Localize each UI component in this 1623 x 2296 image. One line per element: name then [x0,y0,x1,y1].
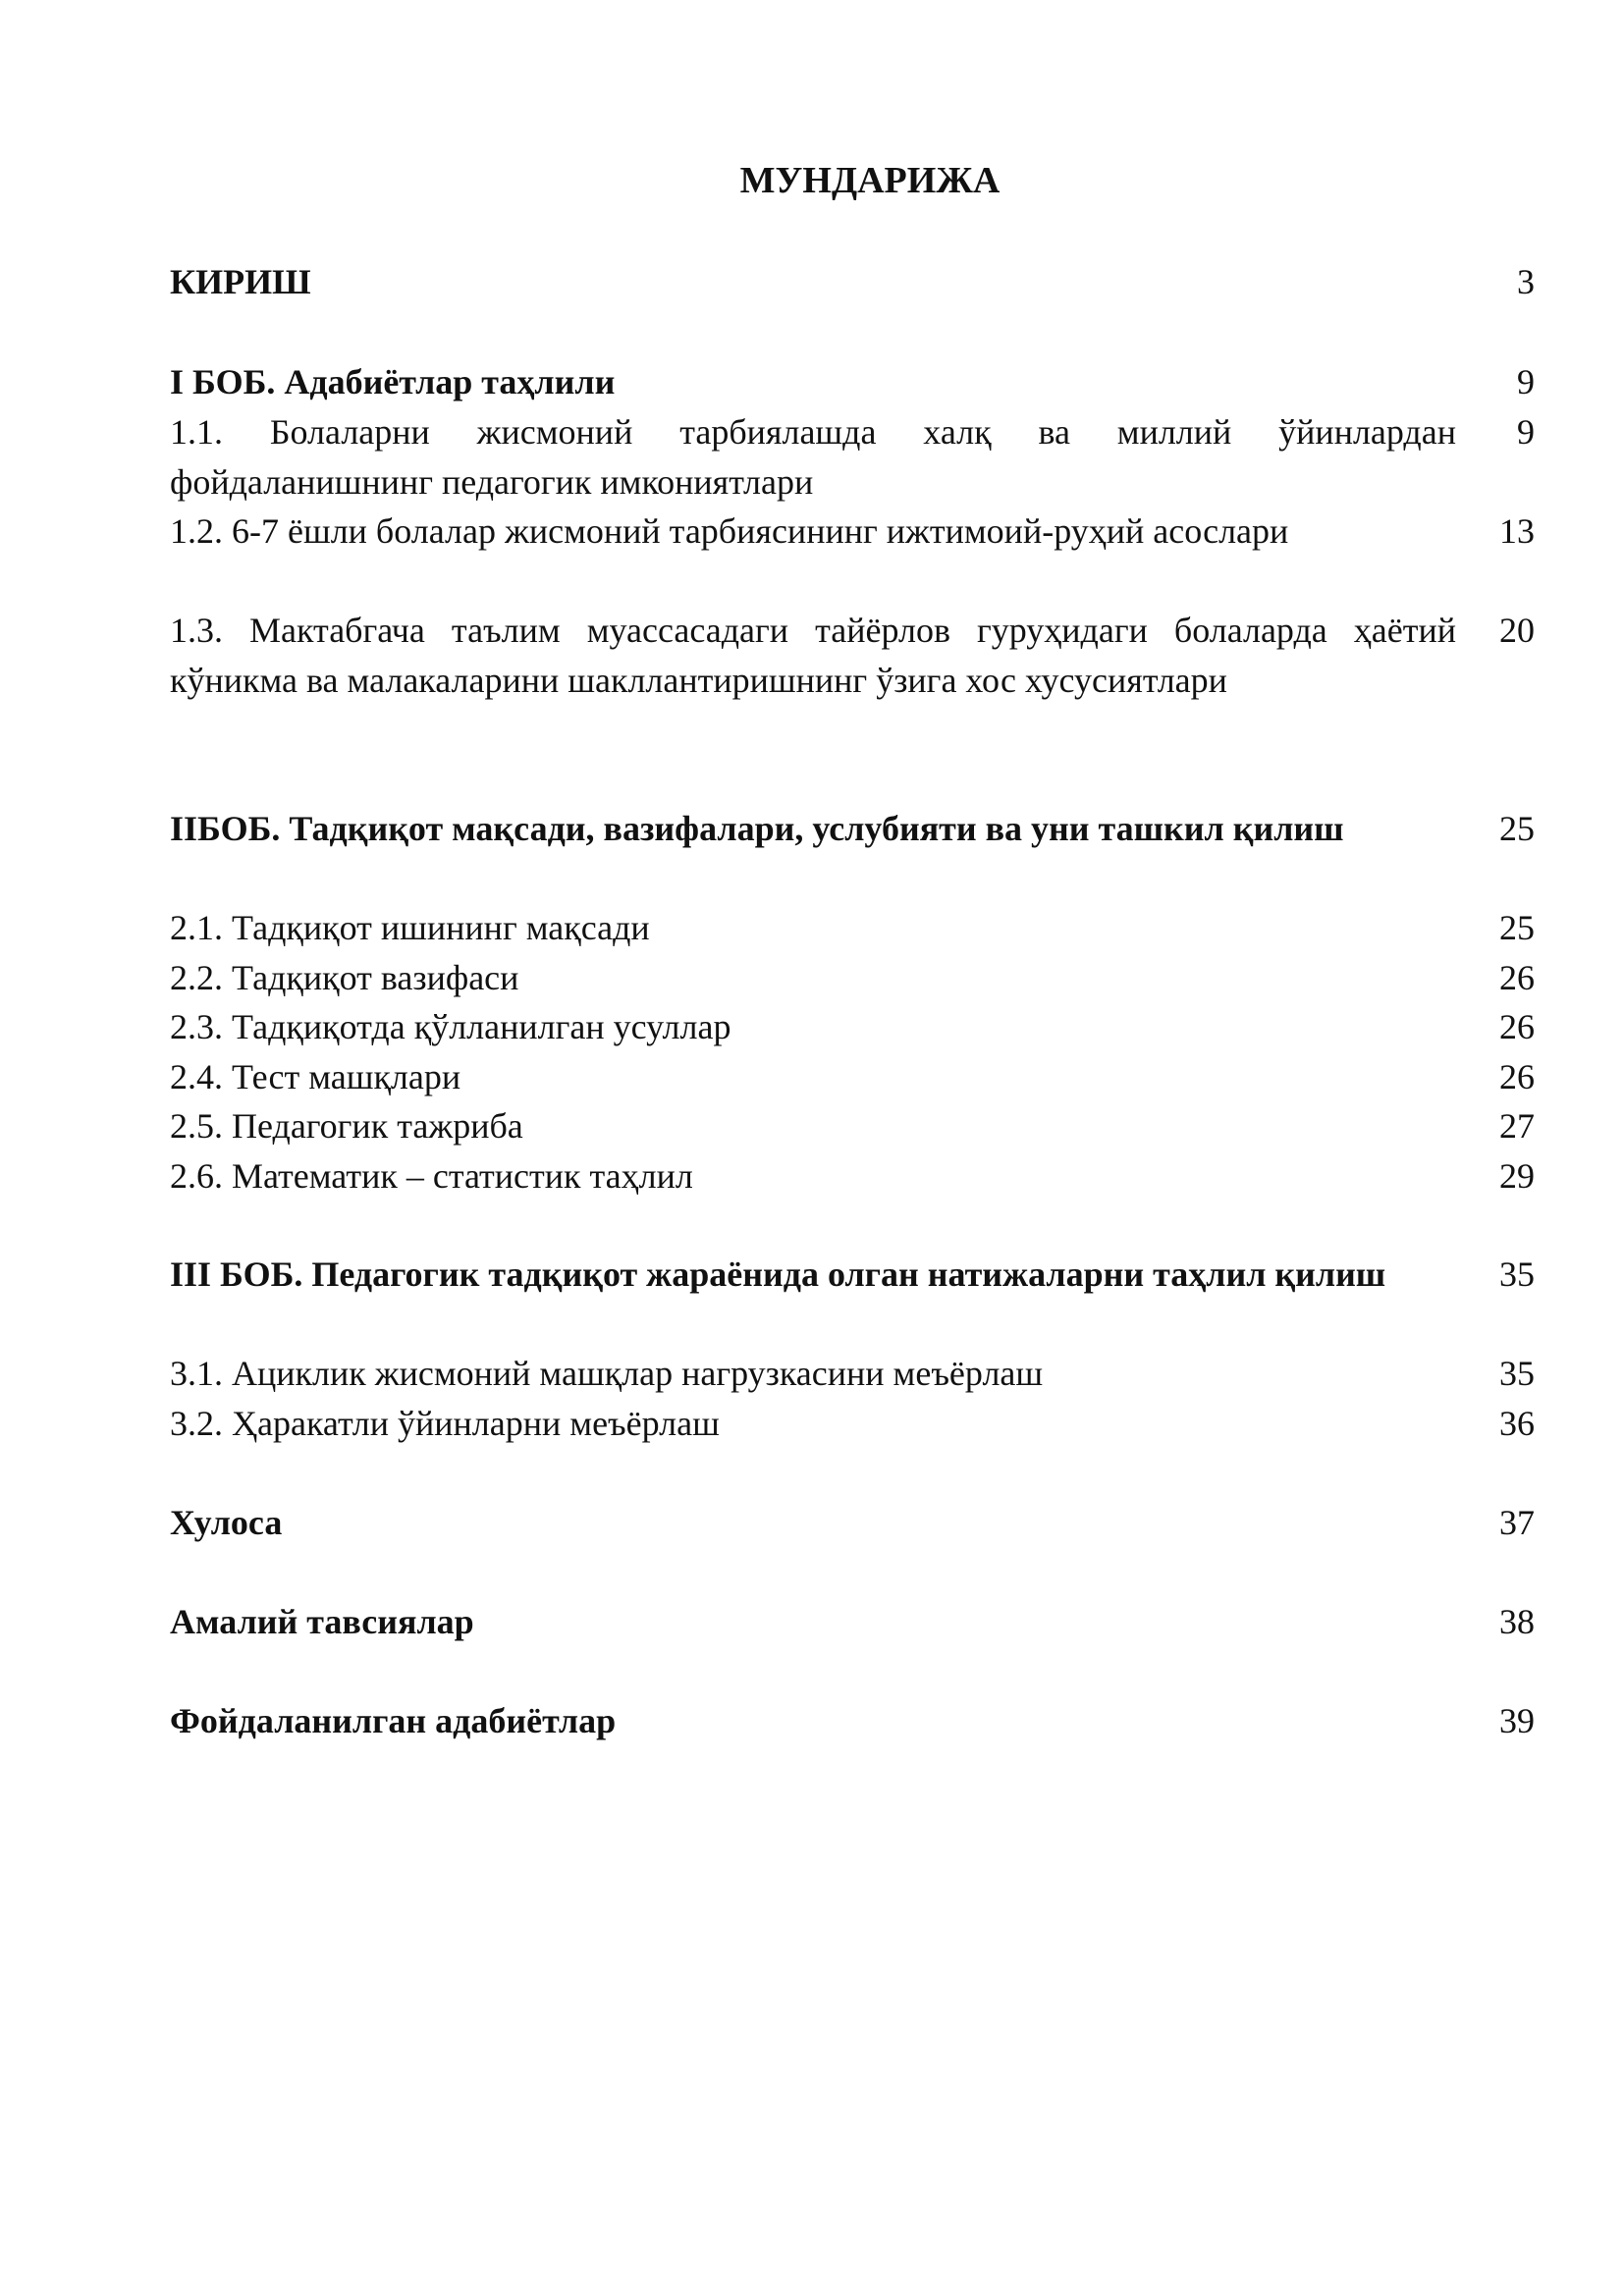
toc-entry-2-1 [170,903,1535,953]
toc-page-number: 37 [1499,1503,1535,1542]
toc-entry-label: Амалий тавсиялар [170,1602,474,1641]
toc-entry-label: 2.5. Педагогик тажриба [170,1106,523,1146]
toc-entry-label: 2.4. Тест машқлари [170,1057,461,1096]
toc-entry-2-4 [170,1052,1535,1102]
toc-entry-chapter-3 [170,1250,1535,1300]
page-title: МУНДАРИЖА [739,160,1001,201]
toc-page-number: 26 [1499,1057,1535,1096]
toc-entry-3-1 [170,1349,1535,1399]
toc-page-number: 35 [1499,1255,1535,1294]
toc-entry-references [170,1696,1535,1746]
toc-entry-label: 2.3. Тадқиқотда қўлланилган усуллар [170,1007,731,1046]
toc-entry-3-2 [170,1399,1535,1449]
toc-entry-label: 1.1. Болаларни жисмоний тарбиялашда халқ ва миллий ўйинлардан фойдаланишнинг педагогик имкониятлари [170,412,1456,502]
toc-entry-label: 2.2. Тадқиқот вазифаси [170,958,519,997]
toc-page-number: 26 [1499,1007,1535,1046]
toc-page-number: 20 [1499,611,1535,650]
toc-entry-label: 1.3. Мактабгача таълим муассасадаги тайёрлов гуруҳидаги болаларда ҳаётий кўникма ва малакаларини шакллантиришнинг ўзига хос хусусиятлари [170,611,1456,700]
toc-page-number: 29 [1499,1156,1535,1196]
toc-page-number: 27 [1499,1106,1535,1146]
toc-entry-2-2 [170,953,1535,1003]
toc-page-number: 3 [1517,262,1535,301]
toc-page-number: 26 [1499,958,1535,997]
toc-entry-1-2 [170,507,1535,557]
toc-entry-label: III БОБ. Педагогик тадқиқот жараёнида олган натижаларни таҳлил қилиш [170,1255,1386,1294]
toc-entry-label: 3.2. Ҳаракатли ўйинларни меъёрлаш [170,1404,720,1443]
toc-page-number: 36 [1499,1404,1535,1443]
toc-entry-2-6 [170,1151,1535,1201]
toc-entry-label: 3.1. Ациклик жисмоний машқлар нагрузкасини меъёрлаш [170,1354,1044,1393]
toc-entry-2-5 [170,1101,1535,1151]
toc-page-number: 25 [1499,908,1535,947]
toc-entry-introduction [170,257,1535,307]
toc-entry-conclusion [170,1498,1535,1548]
toc-page-number: 9 [1517,412,1535,452]
toc-entry-recommendations [170,1597,1535,1647]
toc-page-number: 9 [1517,362,1535,401]
toc-entry-chapter-2 [170,804,1535,854]
toc-entry-chapter-1 [170,357,1535,407]
toc-page-number: 25 [1499,809,1535,848]
toc-entry-label: 2.1. Тадқиқот ишининг мақсади [170,908,650,947]
toc-entry-1-1 [170,407,1535,507]
toc-entry-label: Фойдаланилган адабиётлар [170,1701,617,1740]
toc-entry-2-3 [170,1002,1535,1052]
toc-entry-label: 1.2. 6-7 ёшли болалар жисмоний тарбиясининг ижтимоий-руҳий асослари [170,511,1289,551]
toc-entry-label: I БОБ. Адабиётлар таҳлили [170,362,616,401]
toc-entry-label: Хулоса [170,1503,283,1542]
toc-entry-label: 2.6. Математик – статистик таҳлил [170,1156,693,1196]
toc-entry-1-3 [170,606,1535,706]
toc-page-number: 39 [1499,1701,1535,1740]
toc-page-number: 38 [1499,1602,1535,1641]
toc-entry-label: IIБОБ. Тадқиқот мақсади, вазифалари, услубияти ва уни ташкил қилиш [170,809,1344,848]
toc-entry-label: КИРИШ [170,262,311,301]
toc-page-number: 13 [1499,511,1535,551]
toc-page-number: 35 [1499,1354,1535,1393]
